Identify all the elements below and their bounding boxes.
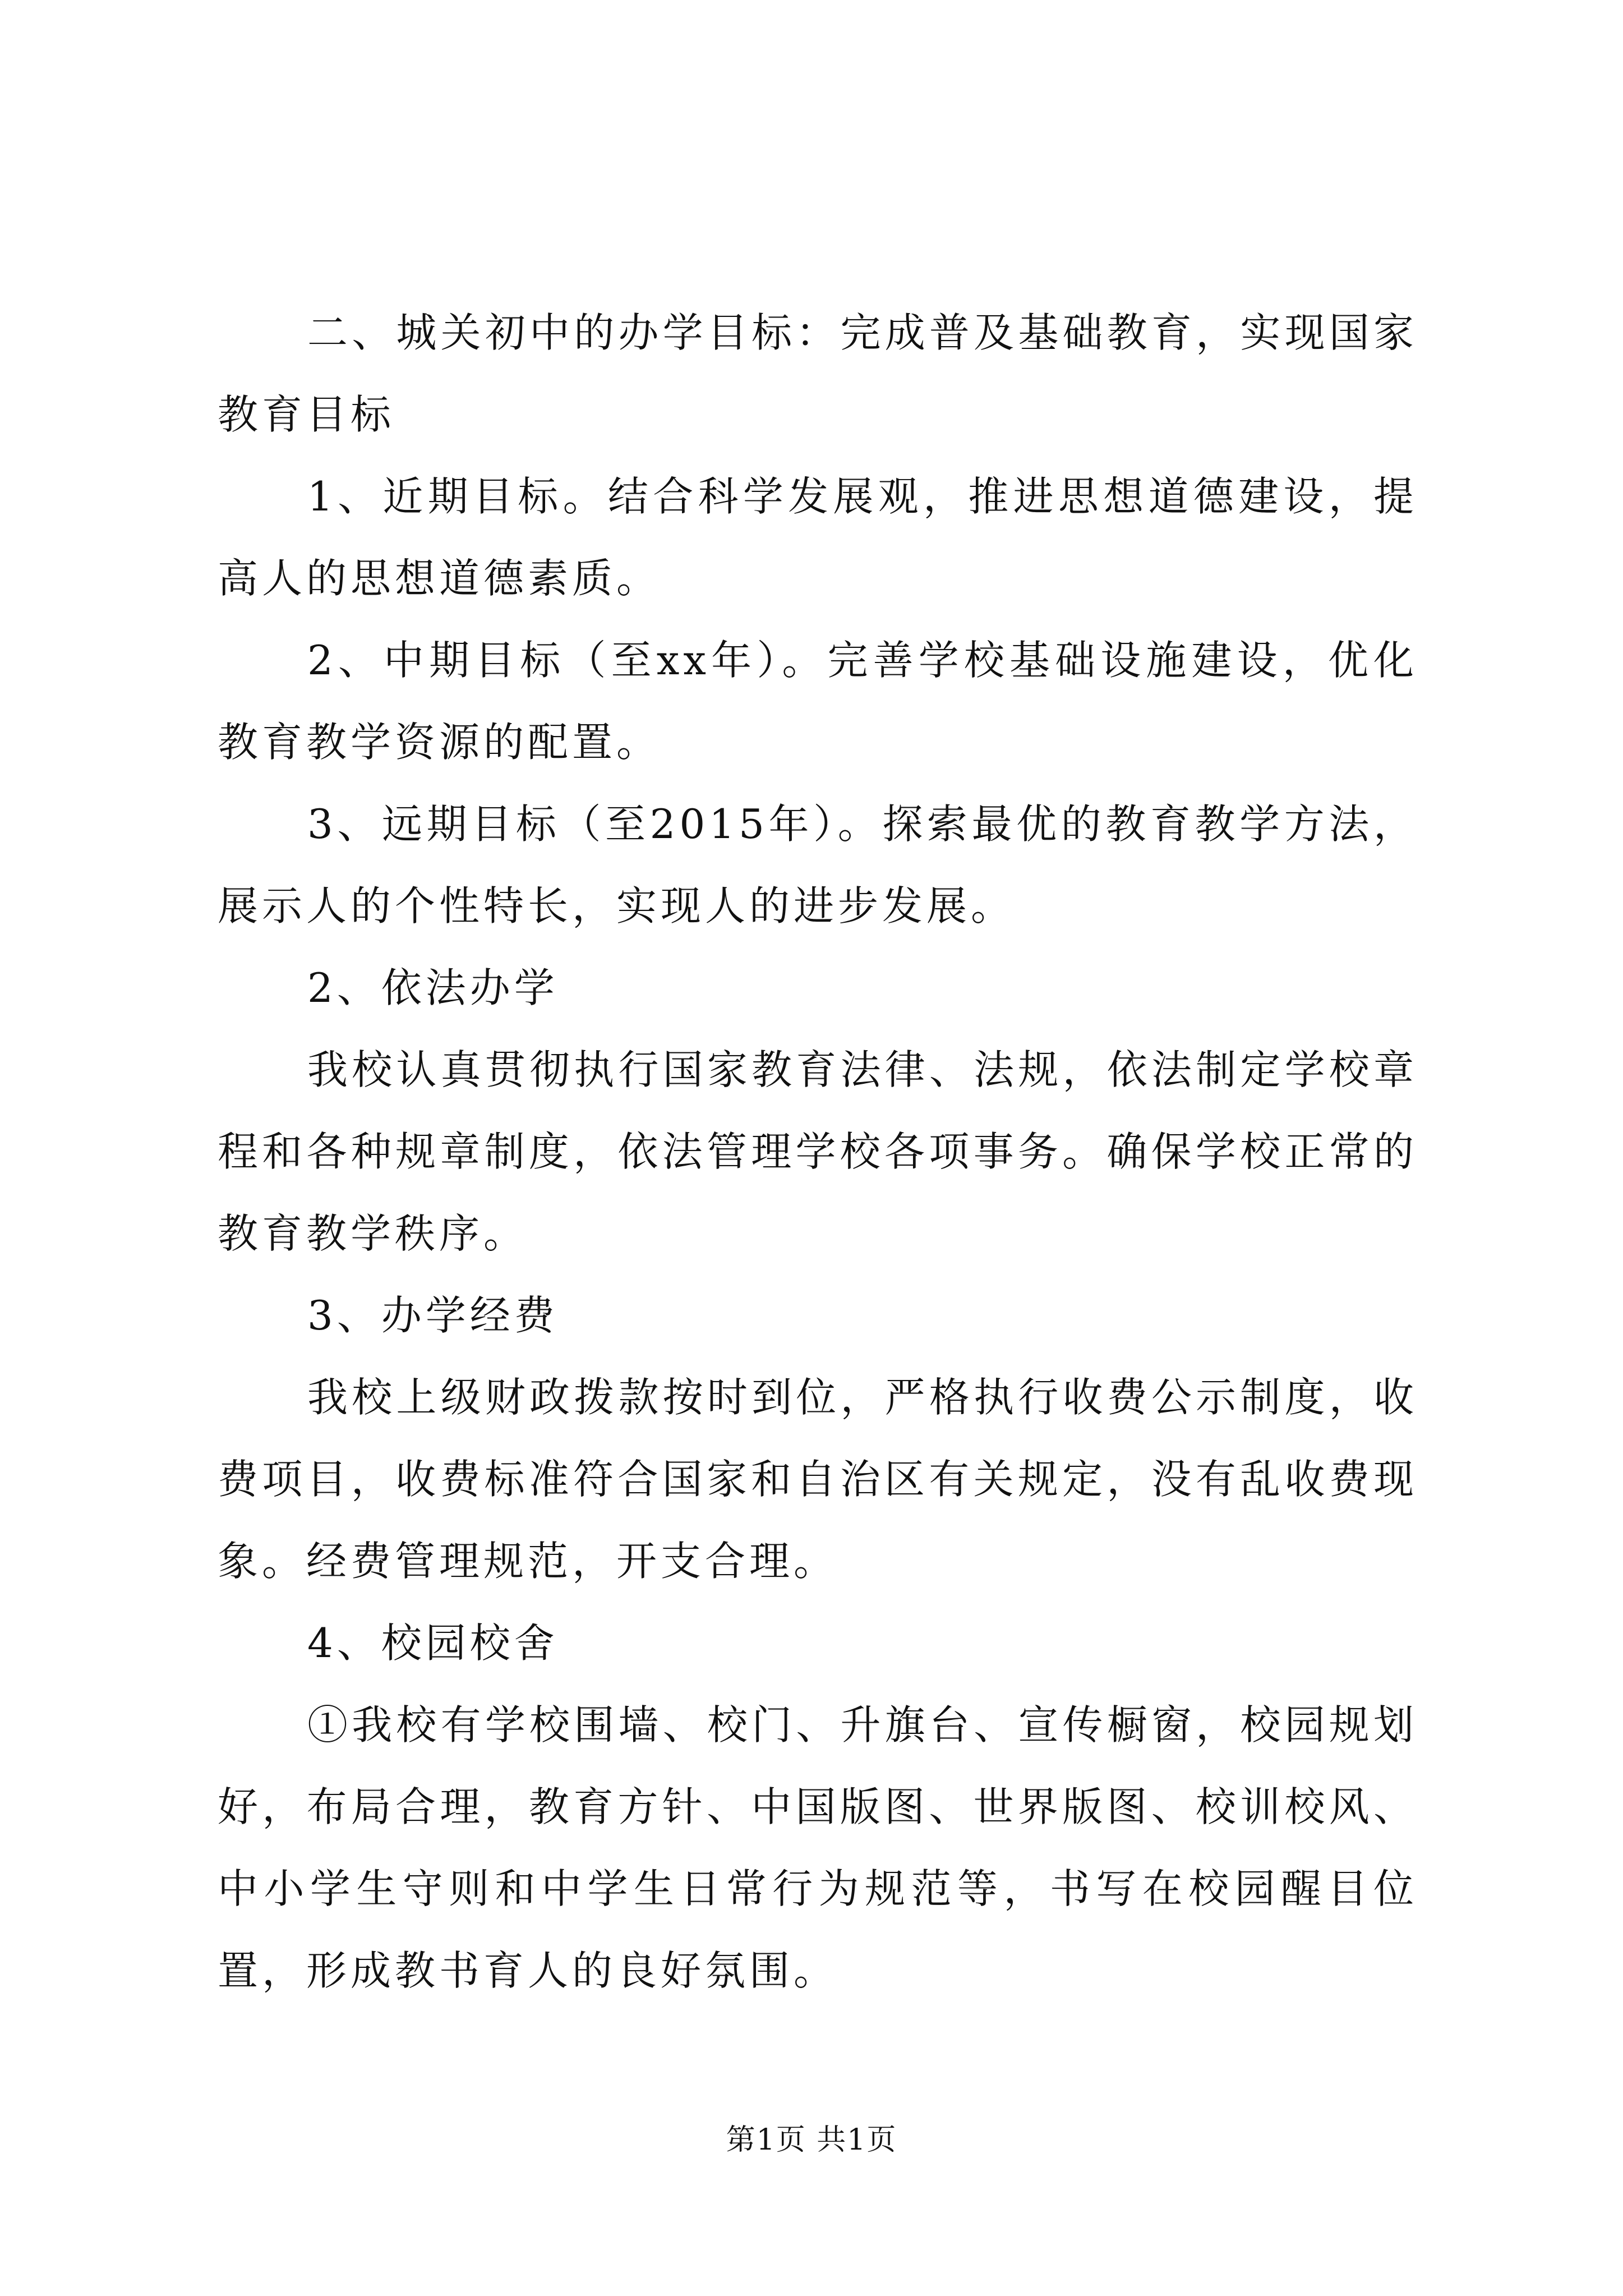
section-heading-campus: 4、校园校舍	[307, 1619, 559, 1667]
paragraph-short-term-goal: 1、近期目标。结合科学发展观，推进思想道德建设，提高人的思想道德素质。	[218, 473, 1418, 602]
paragraph-funding: 我校上级财政拨款按时到位，严格执行收费公示制度，收费项目，收费标准符合国家和自治区有关规定，没有乱收费现象。经费管理规范，开支合理。	[218, 1374, 1418, 1585]
paragraph-mid-term-goal: 2、中期目标（至xx年）。完善学校基础设施建设，优化教育教学资源的配置。	[218, 637, 1418, 766]
paragraph-school-goals-heading: 二、城关初中的办学目标：完成普及基础教育，实现国家教育目标	[218, 309, 1418, 438]
paragraph-long-term-goal: 3、远期目标（至2015年）。探索最优的教育教学方法，展示人的个性特长，实现人的进步发展。	[218, 800, 1418, 930]
paragraph-law-based-running: 我校认真贯彻执行国家教育法律、法规，依法制定学校章程和各种规章制度，依法管理学校各项事务。确保学校正常的教育教学秩序。	[218, 1046, 1418, 1257]
document-body	[218, 292, 1418, 2012]
paragraph-campus: ①我校有学校围墙、校门、升旗台、宣传橱窗，校园规划好，布局合理，教育方针、中国版图、世界版图、校训校风、中小学生守则和中学生日常行为规范等，书写在校园醒目位置，形成教书育人的良好氛围。	[218, 1701, 1418, 1994]
section-heading-law-based-running: 2、依法办学	[307, 964, 559, 1011]
section-heading-funding: 3、办学经费	[307, 1292, 559, 1339]
page-number-footer: 第1页 共1页	[726, 2123, 897, 2157]
